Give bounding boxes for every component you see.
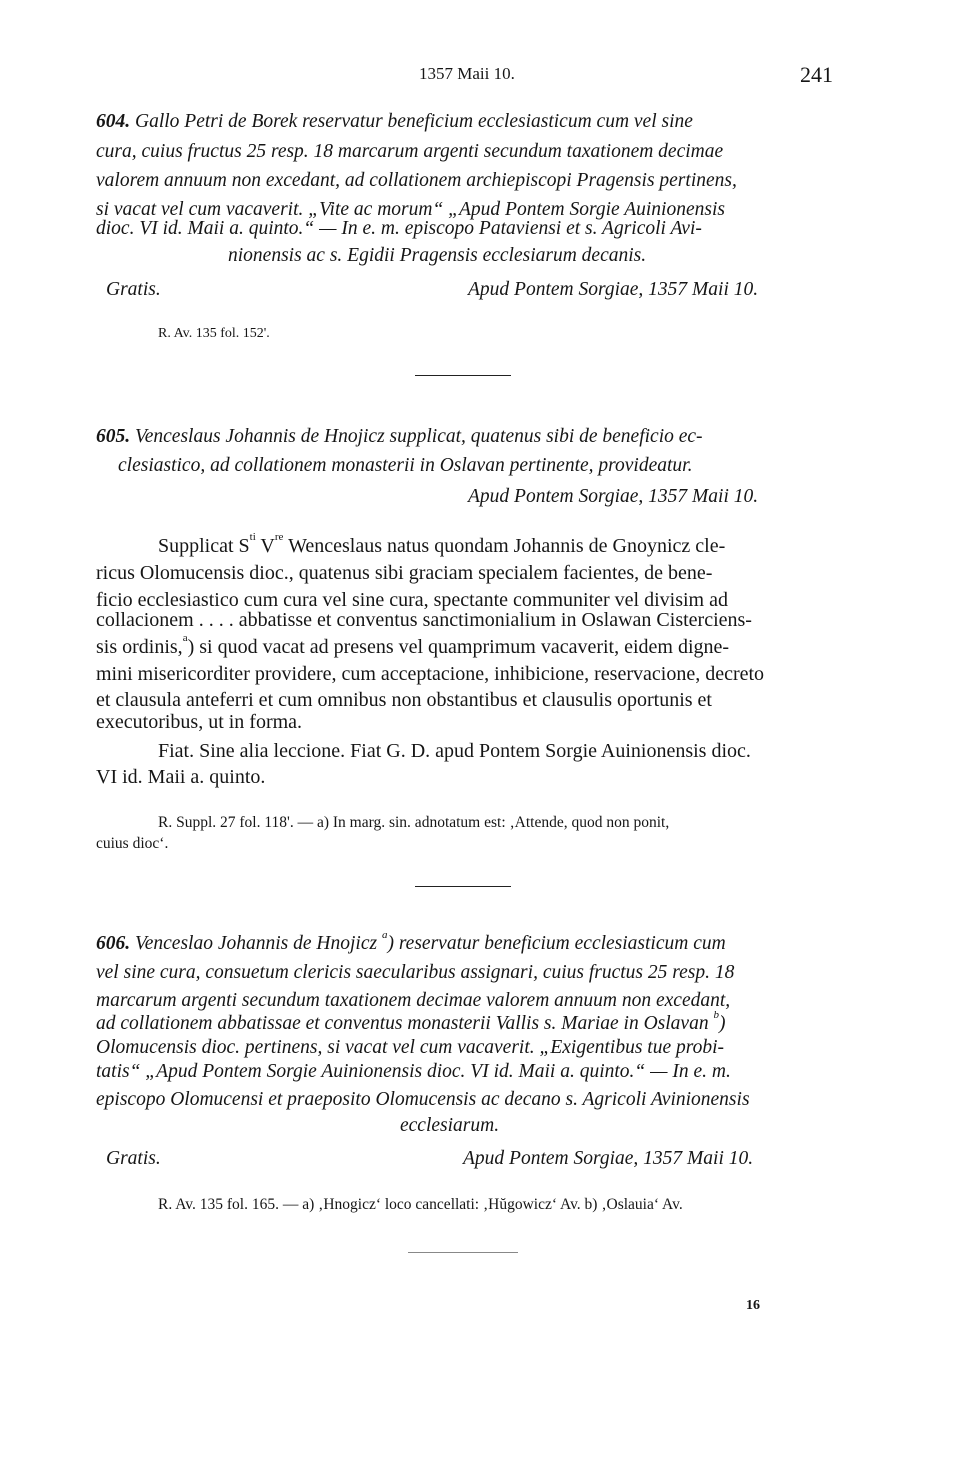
entry-606-line-3: marcarum argenti secundum taxationem decimae valorem annuum non excedant, [96,990,731,1011]
entry-605-line-2: clesiastico, ad collationem monasterii in Oslavan pertinente, provideatur. [118,455,693,476]
entry-605-body-line-2: ricus Olomucensis dioc., quatenus sibi graciam specialem facientes, de bene- [96,562,713,584]
entry-606-line-7: episcopo Olomucensi et praeposito Olomucensis ac decano s. Agricoli Avinionensis [96,1089,750,1110]
entry-number: 604. [96,111,131,132]
running-head: 1357 Maii 10. [419,64,515,83]
divider [415,375,511,376]
entry-606-line-4: ad collationem abbatissae et conventus monasterii Vallis s. Mariae in Oslavan $^b$) [96,1009,726,1034]
entry-604-gratis: Gratis. [106,279,161,300]
entry-604-line-1: 604. Gallo Petri de Borek reservatur beneficium ecclesiasticum cum vel sine [96,111,693,132]
entry-606-date: Apud Pontem Sorgiae, 1357 Maii 10. [463,1148,754,1169]
entry-606-note: R. Av. 135 fol. 165. — a) ‚Hnogicz‘ loco cancellati: ‚Hŭgowicz‘ Av. b) ‚Oslauia‘ Av. [158,1196,683,1213]
entry-605-line-1: 605. Venceslaus Johannis de Hnojicz supplicat, quatenus sibi de beneficio ec- [96,426,703,447]
entry-604-line-4: si vacat vel cum vacaverit. „Vite ac morum“ „Apud Pontem Sorgie Auinionensis [96,199,725,220]
divider [408,1252,518,1253]
entry-606-line-5: Olomucensis dioc. pertinens, si vacat vel cum vacaverit. „Exigentibus tue probi- [96,1037,725,1058]
entry-604-line-6: nionensis ac s. Egidii Pragensis ecclesiarum decanis. [228,245,647,266]
entry-604-date: Apud Pontem Sorgiae, 1357 Maii 10. [468,279,759,300]
entry-606-line-1: 606. Venceslao Johannis de Hnojicz $^a$) reservatur beneficium ecclesiasticum cum [96,929,726,954]
entry-number: 606. [96,933,131,954]
entry-605-body-line-4: collacionem . . . . abbatisse et conventus sanctimonialium in Oslawan Cisterciens- [96,609,752,631]
page-number: 241 [800,62,833,87]
entry-605-body-line-6: mini misericorditer providere, cum acceptacione, inhibicione, reservacione, decreto [96,663,765,685]
entry-604-line-5: dioc. VI id. Maii a. quinto.“ — In e. m. episcopo Pataviensi et s. Agricoli Avi- [96,218,702,239]
entry-number: 605. [96,426,131,447]
entry-605-body-line-8: executoribus, ut in forma. [96,711,303,733]
entry-605-body-line-1: Supplicat $S^{ti}$ Vre Wenceslaus natus quondam Johannis de Gnoynicz cle- [158,531,726,557]
entry-606-line-6: tatis“ „Apud Pontem Sorgie Auinionensis dioc. VI id. Maii a. quinto.“ — In e. m. [96,1061,731,1082]
entry-605-body-line-7: et clausula anteferri et cum omnibus non obstantibus et clausulis oportunis et [96,689,712,711]
entry-604-line-2: cura, cuius fructus 25 resp. 18 marcarum argenti secundum taxationem decimae [96,141,724,162]
entry-605-body-line-3: ficio ecclesiastico cum cura vel sine cura, spectante communiter vel divisim ad [96,589,728,611]
entry-605-fiat-line-1: Fiat. Sine alia leccione. Fiat G. D. apud Pontem Sorgie Auinionensis dioc. [158,740,751,762]
entry-605-fiat-line-2: VI id. Maii a. quinto. [96,766,266,788]
entry-604-source: R. Av. 135 fol. 152'. [158,326,270,341]
entry-605-date: Apud Pontem Sorgiae, 1357 Maii 10. [468,486,759,507]
entry-605-body-line-5: sis ordinis,$^a$) si quod vacat ad presens vel quamprimum vacaverit, eidem digne- [96,632,730,658]
entry-605-note-line-1: R. Suppl. 27 fol. 118'. — a) In marg. sin. adnotatum est: ‚Attende, quod non ponit, [158,814,670,831]
signature-mark: 16 [746,1298,760,1313]
entry-606-line-8: ecclesiarum. [400,1115,500,1136]
entry-606-gratis: Gratis. [106,1148,161,1169]
entry-605-note-line-2: cuius dioc‘. [96,835,169,852]
entry-604-line-3: valorem annuum non excedant, ad collationem archiepiscopi Pragensis pertinens, [96,170,737,191]
entry-606-line-2: vel sine cura, consuetum clericis saecularibus assignari, cuius fructus 25 resp. 18 [96,962,735,983]
divider [415,886,511,887]
